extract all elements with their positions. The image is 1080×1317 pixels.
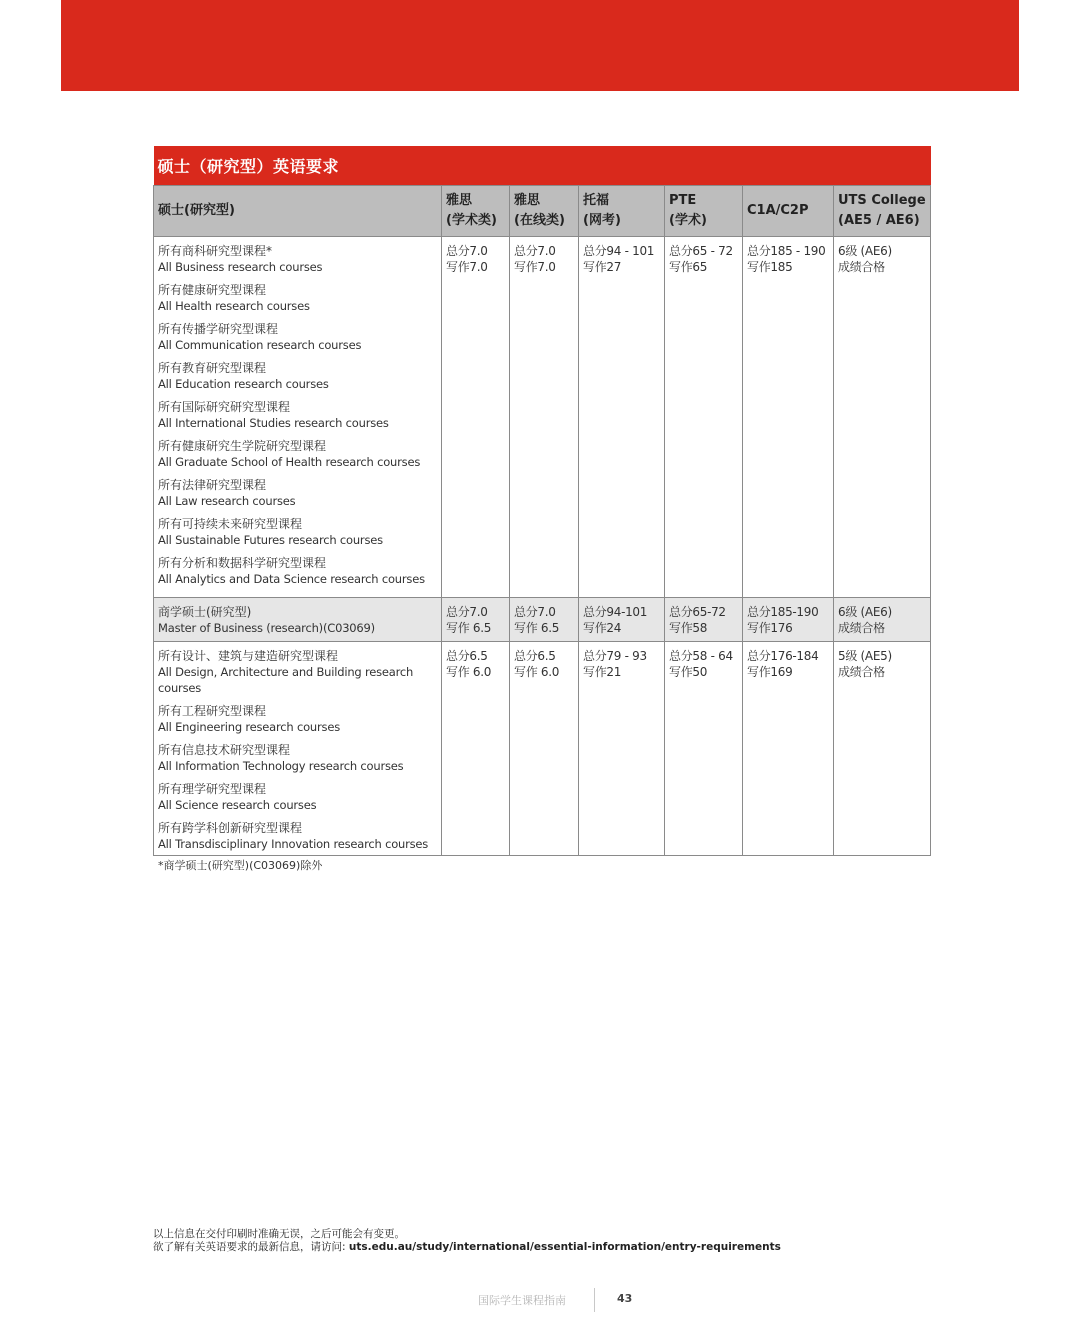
uts-college-cell: 5级 (AE5) 成绩合格 <box>834 642 931 856</box>
header-uts-college: UTS College (AE5 / AE6) <box>834 186 931 237</box>
footer-divider <box>594 1288 595 1312</box>
header-toefl: 托福 (网考) <box>579 186 665 237</box>
table-header-row <box>154 186 931 237</box>
table-footnote: *商学硕士(研究型)(C03069)除外 <box>158 859 323 872</box>
program-entry: 所有分析和数据科学研究型课程 All Analytics and Data Science research courses <box>158 556 425 586</box>
uts-college-cell: 6级 (AE6) 成绩合格 <box>834 598 931 642</box>
page-footer <box>0 1288 1080 1314</box>
toefl-cell: 总分94 - 101 写作27 <box>579 237 665 598</box>
program-entry: 所有设计、建筑与建造研究型课程 All Design, Architecture and Building research courses <box>158 649 414 695</box>
program-entry: 所有信息技术研究型课程 All Information Technology research courses <box>158 743 404 773</box>
uts-college-cell: 6级 (AE6) 成绩合格 <box>834 237 931 598</box>
program-entry: 所有理学研究型课程 All Science research courses <box>158 782 317 812</box>
c1a-c2p-cell: 总分185-190 写作176 <box>743 598 834 642</box>
table-title-row <box>154 146 931 186</box>
toefl-cell: 总分79 - 93 写作21 <box>579 642 665 856</box>
header-ielts-academic: 雅思 (学术类) <box>442 186 510 237</box>
program-entry: 所有国际研究研究型课程 All International Studies research courses <box>158 400 389 430</box>
toefl-cell: 总分94-101 写作24 <box>579 598 665 642</box>
table-title: 硕士（研究型）英语要求 <box>154 146 931 186</box>
header-program: 硕士(研究型) <box>154 186 442 237</box>
footer-guide-title: 国际学生课程指南 <box>478 1294 566 1307</box>
table-row <box>154 642 931 856</box>
program-entry: 所有健康研究型课程 All Health research courses <box>158 283 310 313</box>
program-list <box>154 642 442 856</box>
info-link-line: 欲了解有关英语要求的最新信息，请访问: uts.edu.au/study/international/essential-information/entry-requirements <box>153 1241 781 1253</box>
top-red-band <box>61 0 1019 91</box>
program-entry: 所有健康研究生学院研究型课程 All Graduate School of Health research courses <box>158 439 421 469</box>
ielts-online-cell: 总分6.5 写作 6.0 <box>510 642 579 856</box>
program-list <box>154 237 442 598</box>
table-row <box>154 237 931 598</box>
ielts-academic-cell: 总分7.0 写作7.0 <box>442 237 510 598</box>
pte-cell: 总分58 - 64 写作50 <box>665 642 743 856</box>
program-entry: 所有商科研究型课程* All Business research courses <box>158 244 323 274</box>
pte-cell: 总分65 - 72 写作65 <box>665 237 743 598</box>
header-c1a-c2p: C1A/C2P <box>743 186 834 237</box>
c1a-c2p-cell: 总分176-184 写作169 <box>743 642 834 856</box>
ielts-academic-cell: 总分6.5 写作 6.0 <box>442 642 510 856</box>
disclaimer-line: 以上信息在交付印刷时准确无误，之后可能会有变更。 <box>153 1228 405 1240</box>
program-entry: 所有传播学研究型课程 All Communication research courses <box>158 322 362 352</box>
english-requirements-table <box>153 146 931 856</box>
ielts-academic-cell: 总分7.0 写作 6.5 <box>442 598 510 642</box>
ielts-online-cell: 总分7.0 写作 6.5 <box>510 598 579 642</box>
program-entry: 所有法律研究型课程 All Law research courses <box>158 478 296 508</box>
program-list <box>154 598 442 642</box>
header-ielts-online: 雅思 (在线类) <box>510 186 579 237</box>
page-number: 43 <box>617 1292 633 1305</box>
ielts-online-cell: 总分7.0 写作7.0 <box>510 237 579 598</box>
program-entry: 所有教育研究型课程 All Education research courses <box>158 361 329 391</box>
header-pte: PTE (学术) <box>665 186 743 237</box>
pte-cell: 总分65-72 写作58 <box>665 598 743 642</box>
table-row <box>154 598 931 642</box>
disclaimer-note <box>153 1228 781 1254</box>
program-entry: 所有跨学科创新研究型课程 All Transdisciplinary Innovation research courses <box>158 821 429 851</box>
c1a-c2p-cell: 总分185 - 190 写作185 <box>743 237 834 598</box>
requirements-link[interactable]: uts.edu.au/study/international/essential-information/entry-requirements <box>348 1241 781 1253</box>
program-entry: 所有工程研究型课程 All Engineering research courses <box>158 704 341 734</box>
program-entry: 商学硕士(研究型) Master of Business (research)(C03069) <box>158 605 375 635</box>
program-entry: 所有可持续未来研究型课程 All Sustainable Futures research courses <box>158 517 383 547</box>
